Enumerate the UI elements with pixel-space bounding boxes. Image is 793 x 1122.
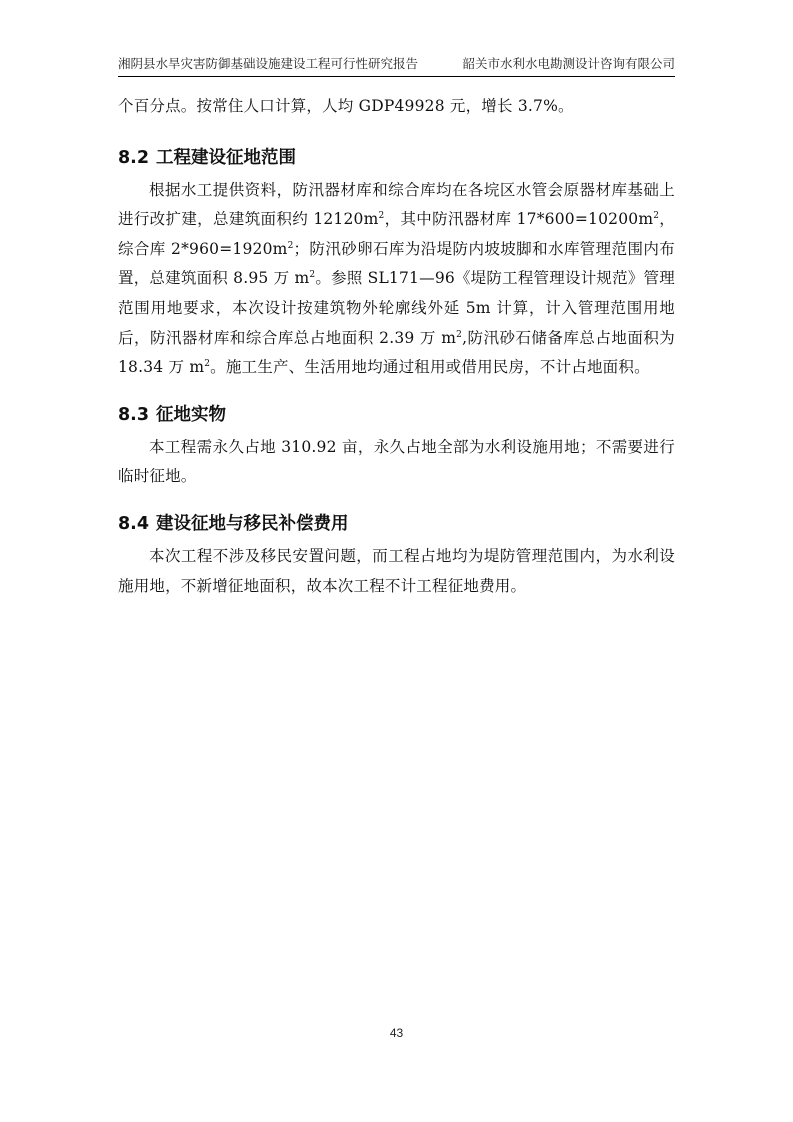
- section-number: 8.3: [118, 404, 150, 425]
- superscript: 2: [309, 270, 316, 281]
- superscript: 2: [204, 359, 211, 369]
- section-number: 8.4: [118, 513, 150, 534]
- text-run: 。参照 SL171—96《堤防工程管理设计规范》管理范围用地要求，本次设计按建筑物外轮廓线外延 5m 计算，计入管理范围用地后，防汛器材库和综合库总占地面积 2.39 万 m: [118, 269, 675, 347]
- section-heading-8-2: [118, 146, 675, 170]
- superscript: 2: [287, 240, 294, 251]
- section-title: 工程建设征地范围: [156, 147, 296, 168]
- text-run: ；防汛砂卵石库为沿堤防内坡坡脚和水库管理范围内布置，总建筑面积 8.95 万 m: [118, 239, 675, 288]
- section-title: 征地实物: [156, 404, 226, 425]
- header-report-title: 湘阴县水旱灾害防御基础设施建设工程可行性研究报告: [118, 56, 419, 71]
- superscript: 2: [456, 329, 463, 340]
- text-run: ,防汛砂石储备库总占地面积为 18.34 万 m: [118, 328, 675, 377]
- section-8-3-paragraph: 本工程需永久占地 310.92 亩，永久占地全部为水利设施用地；不需要进行临时征地。: [118, 437, 675, 486]
- text-run: ，其中防汛器材库 17*600=10200m: [384, 210, 654, 229]
- text-run: 根据水工提供资料，防汛器材库和综合库均在各垸区水管会原器材库基础上进行改扩建，总建筑面积约 12120m: [118, 180, 675, 229]
- text-run: 。施工生产、生活用地均通过租用或借用民房，不计占地面积。: [210, 358, 650, 377]
- section-heading-8-4: [118, 512, 675, 536]
- page-body: [118, 92, 675, 601]
- header-company-name: 韶关市水利水电勘测设计咨询有限公司: [462, 56, 675, 71]
- page-number: 43: [389, 1026, 404, 1040]
- text-run: ，综合库 2*960=1920m: [118, 210, 676, 258]
- superscript: 2: [653, 211, 660, 222]
- section-heading-8-3: [118, 403, 675, 427]
- running-header: [118, 54, 675, 74]
- continued-paragraph: 个百分点。按常住人口计算，人均 GDP49928 元，增长 3.7%。: [118, 97, 574, 115]
- section-8-2-paragraph: [118, 176, 675, 383]
- section-8-4-paragraph: 本次工程不涉及移民安置问题，而工程占地均为堤防管理范围内，为水利设施用地，不新增征地面积，故本次工程不计工程征地费用。: [118, 546, 675, 595]
- section-title: 建设征地与移民补偿费用: [156, 513, 349, 534]
- section-number: 8.2: [118, 147, 150, 168]
- header-divider: [118, 76, 675, 77]
- superscript: 2: [378, 211, 385, 222]
